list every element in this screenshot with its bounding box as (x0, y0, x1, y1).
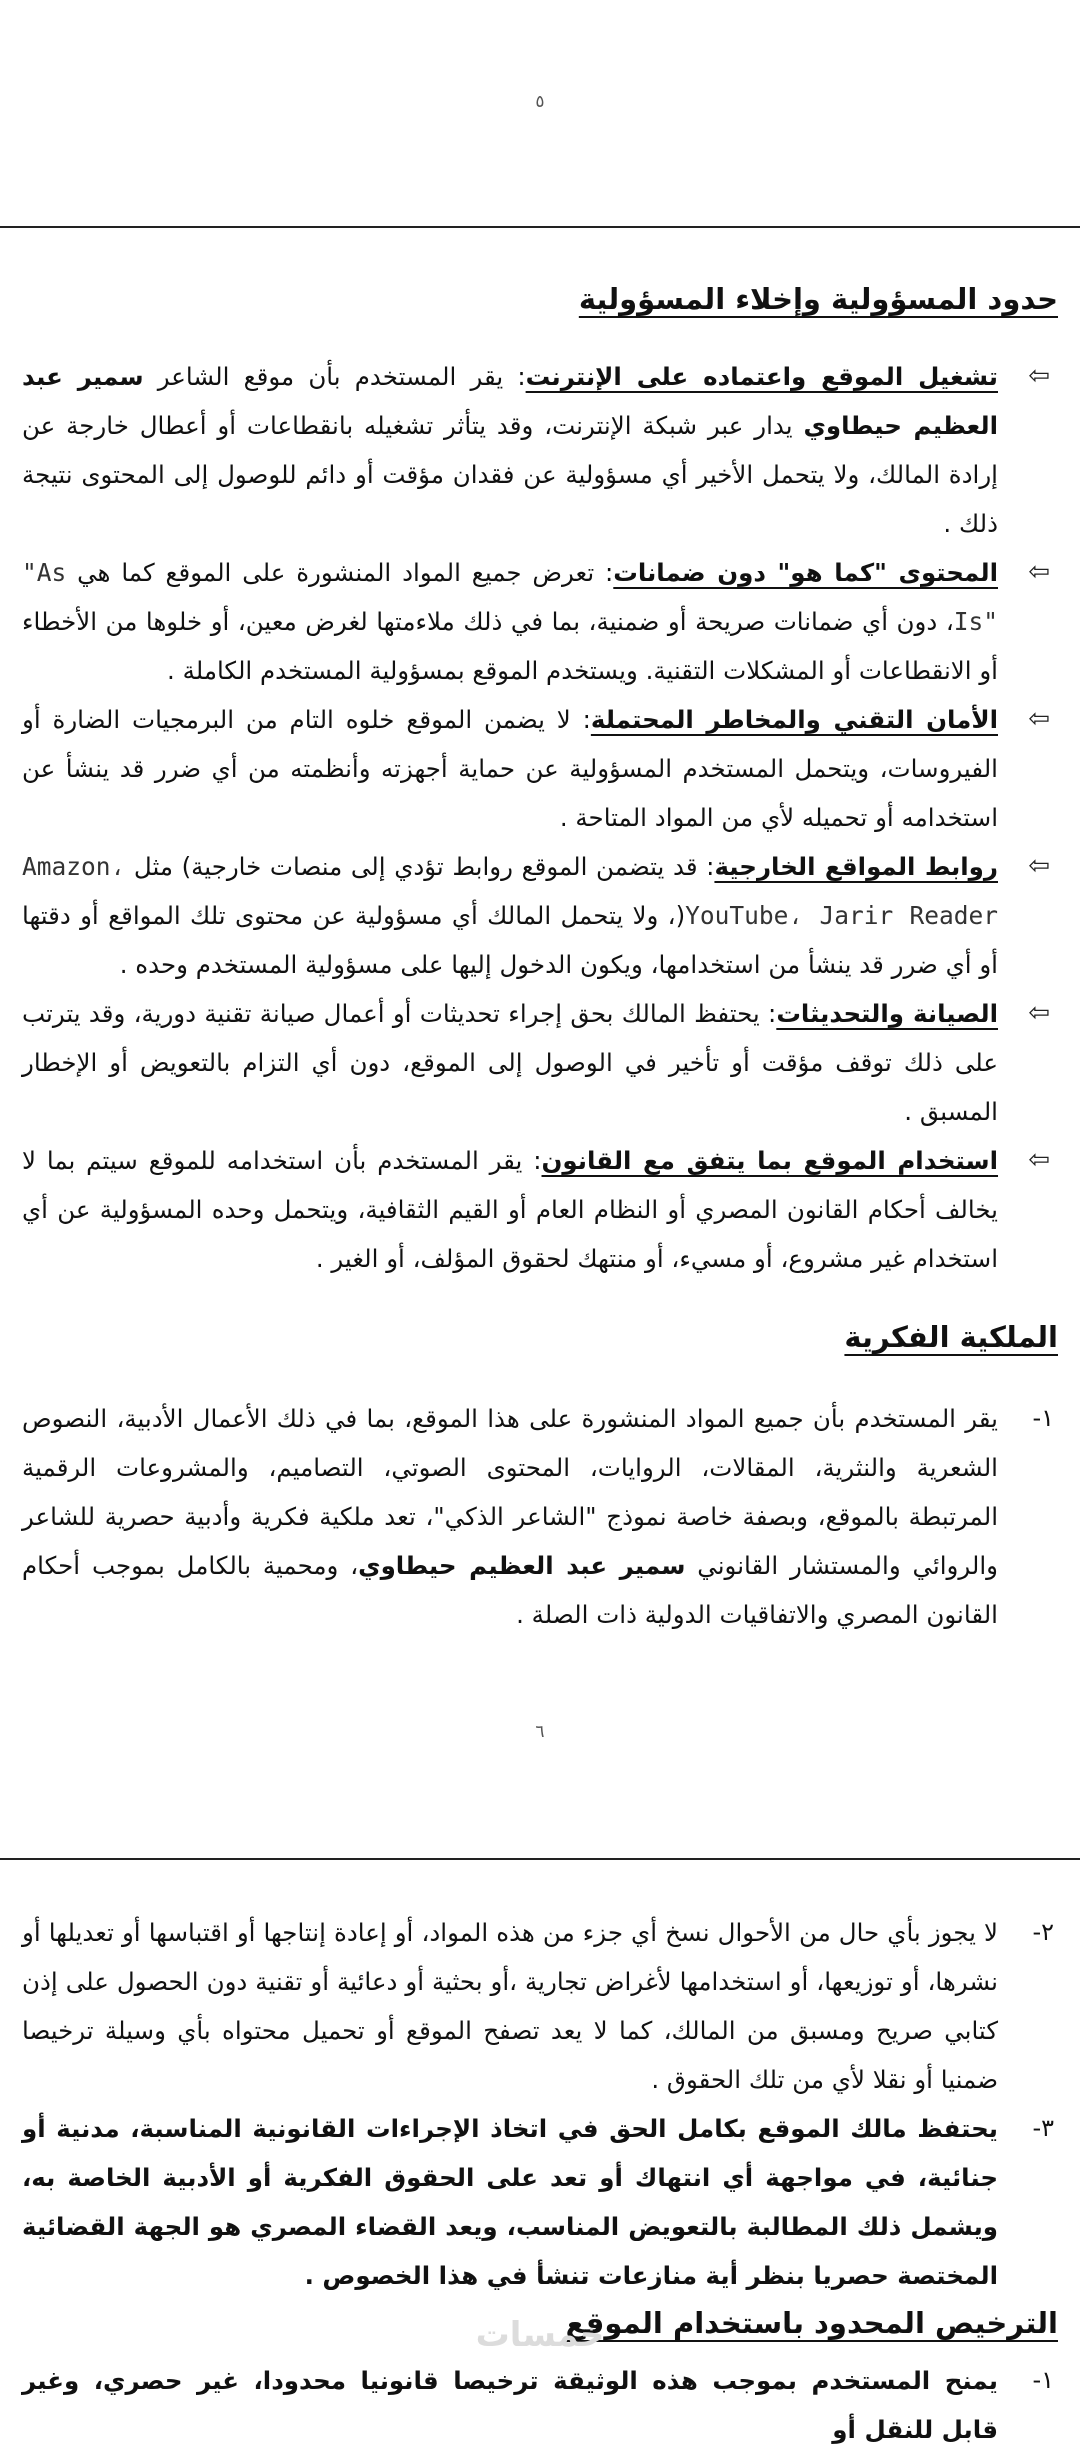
list-item (22, 1908, 1058, 2104)
item-title: الأمان التقني والمخاطر المحتملة (590, 705, 998, 734)
list-item (22, 2356, 1058, 2454)
disclaimer-section (22, 282, 1058, 316)
ip-heading: الملكية الفكرية (844, 1320, 1058, 1354)
ip-section (22, 1320, 1058, 1354)
item-text-cont: ، ومحمية بالكامل بموجب أحكام القانون المصري والاتفاقيات الدولية ذات الصلة . (22, 1551, 998, 1629)
list-item (22, 1394, 1058, 1639)
page-separator-middle (0, 1858, 1080, 1860)
disclaimer-list (22, 352, 1058, 1283)
list-item (22, 1136, 1058, 1283)
item-number: ١- (1032, 2366, 1054, 2394)
item-text: : يقر المستخدم بأن استخدامه للموقع سيتم بما لا يخالف أحكام القانون المصري أو النظام العام أو القيم الثقافية، ويتحمل وحده المسؤولية عن أي استخدام غير مشروع، أو مسيء، أو منتهك لحقوق المؤلف، أو الغير . (22, 1146, 998, 1273)
as-is-term: "As Is" (22, 558, 998, 636)
arrow-bullet-icon: ⇦ (1028, 998, 1050, 1028)
item-text: يقر المستخدم بأن جميع المواد المنشورة على هذا الموقع، بما في ذلك الأعمال الأدبية، النصوص الشعرية والنثرية، المقالات، الروايات، المحتوى الصوتي، التصاميم، والمشروعات الرقمية المرتبطة بالموقع، وبصفة خاصة نموذج "الشاعر الذكي"، تعد ملكية فكرية وأدبية حصرية للشاعر والروائي والمستشار القانوني (22, 1404, 998, 1580)
owner-name: سمير عبد العظيم حيطاوي (358, 1551, 686, 1580)
external-platforms: Amazon، YouTube، Jarir Reader (22, 852, 998, 930)
item-text: : قد يتضمن الموقع روابط تؤدي إلى منصات خارجية) مثل (125, 852, 715, 881)
item-title: تشغيل الموقع واعتماده على الإنترنت (525, 362, 998, 391)
item-text-cont: ، دون أي ضمانات صريحة أو ضمنية، بما في ذلك ملاءمتها لغرض معين، أو خلوها من الأخطاء أو الانقطاعات أو المشكلات التقنية. ويستخدم الموقع بمسؤولية المستخدم الكاملة . (22, 607, 998, 685)
list-item (22, 842, 1058, 989)
item-text: يمنح المستخدم بموجب هذه الوثيقة ترخيصا قانونيا محدودا، غير حصري، وغير قابل للنقل أو (22, 2366, 998, 2444)
arrow-bullet-icon: ⇦ (1028, 557, 1050, 587)
arrow-bullet-icon: ⇦ (1028, 361, 1050, 391)
list-item (22, 2104, 1058, 2300)
watermark: خمسات (475, 2315, 605, 2355)
item-text: : يحتفظ المالك بحق إجراء تحديثات أو أعمال صيانة تقنية دورية، وقد يترتب على ذلك توقف مؤقت أو تأخير في الوصول إلى الموقع، دون أي التزام بالتعويض أو الإخطار المسبق . (22, 999, 998, 1126)
disclaimer-heading: حدود المسؤولية وإخلاء المسؤولية (578, 282, 1058, 316)
item-title: الصيانة والتحديثات (776, 999, 999, 1028)
item-text-cont: يدار عبر شبكة الإنترنت، وقد يتأثر تشغيله بانقطاعات أو أعطال خارجة عن إرادة المالك، ولا يتحمل الأخير أي مسؤولية عن فقدان مؤقت أو دائم للوصول إلى المحتوى نتيجة ذلك . (22, 411, 998, 538)
license-heading: الترخيص المحدود باستخدام الموقع (565, 2306, 1058, 2340)
item-number: ١- (1032, 1404, 1054, 1432)
list-item (22, 695, 1058, 842)
list-item (22, 989, 1058, 1136)
item-title: استخدام الموقع بما يتفق مع القانون (541, 1146, 999, 1175)
ip-list-cont (22, 1908, 1058, 2300)
ip-list-first (22, 1394, 1058, 1639)
item-text: يحتفظ مالك الموقع بكامل الحق في اتخاذ الإجراءات القانونية المناسبة، مدنية أو جنائية، في مواجهة أي انتهاك أو تعد على الحقوق الفكرية أو الأدبية الخاصة به، ويشمل ذلك المطالبة بالتعويض المناسب، ويعد القضاء المصري هو الجهة القضائية المختصة حصريا بنظر أية منازعات تنشأ في هذا الخصوص . (22, 2114, 998, 2290)
item-text: لا يجوز بأي حال من الأحوال نسخ أي جزء من هذه المواد، أو إعادة إنتاجها أو اقتباسها أو تعديلها أو نشرها، أو توزيعها، أو استخدامها لأغراض تجارية ،أو بحثية أو دعائية أو تقنية دون الحصول على إذن كتابي صريح ومسبق من المالك، كما لا يعد تصفح الموقع أو تحميل محتواه بأي وسيلة ترخيصا ضمنيا أو نقلا لأي من تلك الحقوق . (22, 1918, 998, 2094)
page-number-middle: ٦ (535, 1722, 545, 1742)
item-title: روابط المواقع الخارجية (714, 852, 998, 881)
page-separator-top (0, 226, 1080, 228)
license-list (22, 2356, 1058, 2454)
item-text: : يقر المستخدم بأن موقع الشاعر (143, 362, 526, 391)
item-text: : لا يضمن الموقع خلوه التام من البرمجيات الضارة أو الفيروسات، ويتحمل المستخدم المسؤولية عن حماية أجهزته وأنظمته من أي ضرر قد ينشأ عن استخدامه أو تحميله لأي من المواد المتاحة . (22, 705, 998, 832)
owner-name: سمير عبد العظيم حيطاوي (22, 362, 998, 440)
item-text-cont: (، ولا يتحمل المالك أي مسؤولية عن محتوى تلك المواقع أو دقتها أو أي ضرر قد ينشأ من استخدامها، ويكون الدخول إليها على مسؤولية المستخدم وحده . (22, 901, 998, 979)
arrow-bullet-icon: ⇦ (1028, 1145, 1050, 1175)
list-item (22, 352, 1058, 548)
item-title: المحتوى "كما هو" دون ضمانات (613, 558, 998, 587)
arrow-bullet-icon: ⇦ (1028, 704, 1050, 734)
arrow-bullet-icon: ⇦ (1028, 851, 1050, 881)
item-number: ٢- (1032, 1918, 1054, 1946)
list-item (22, 548, 1058, 695)
page-number-top: ٥ (535, 92, 545, 112)
item-number: ٣- (1032, 2114, 1054, 2142)
item-text: : تعرض جميع المواد المنشورة على الموقع كما هي (66, 558, 614, 587)
